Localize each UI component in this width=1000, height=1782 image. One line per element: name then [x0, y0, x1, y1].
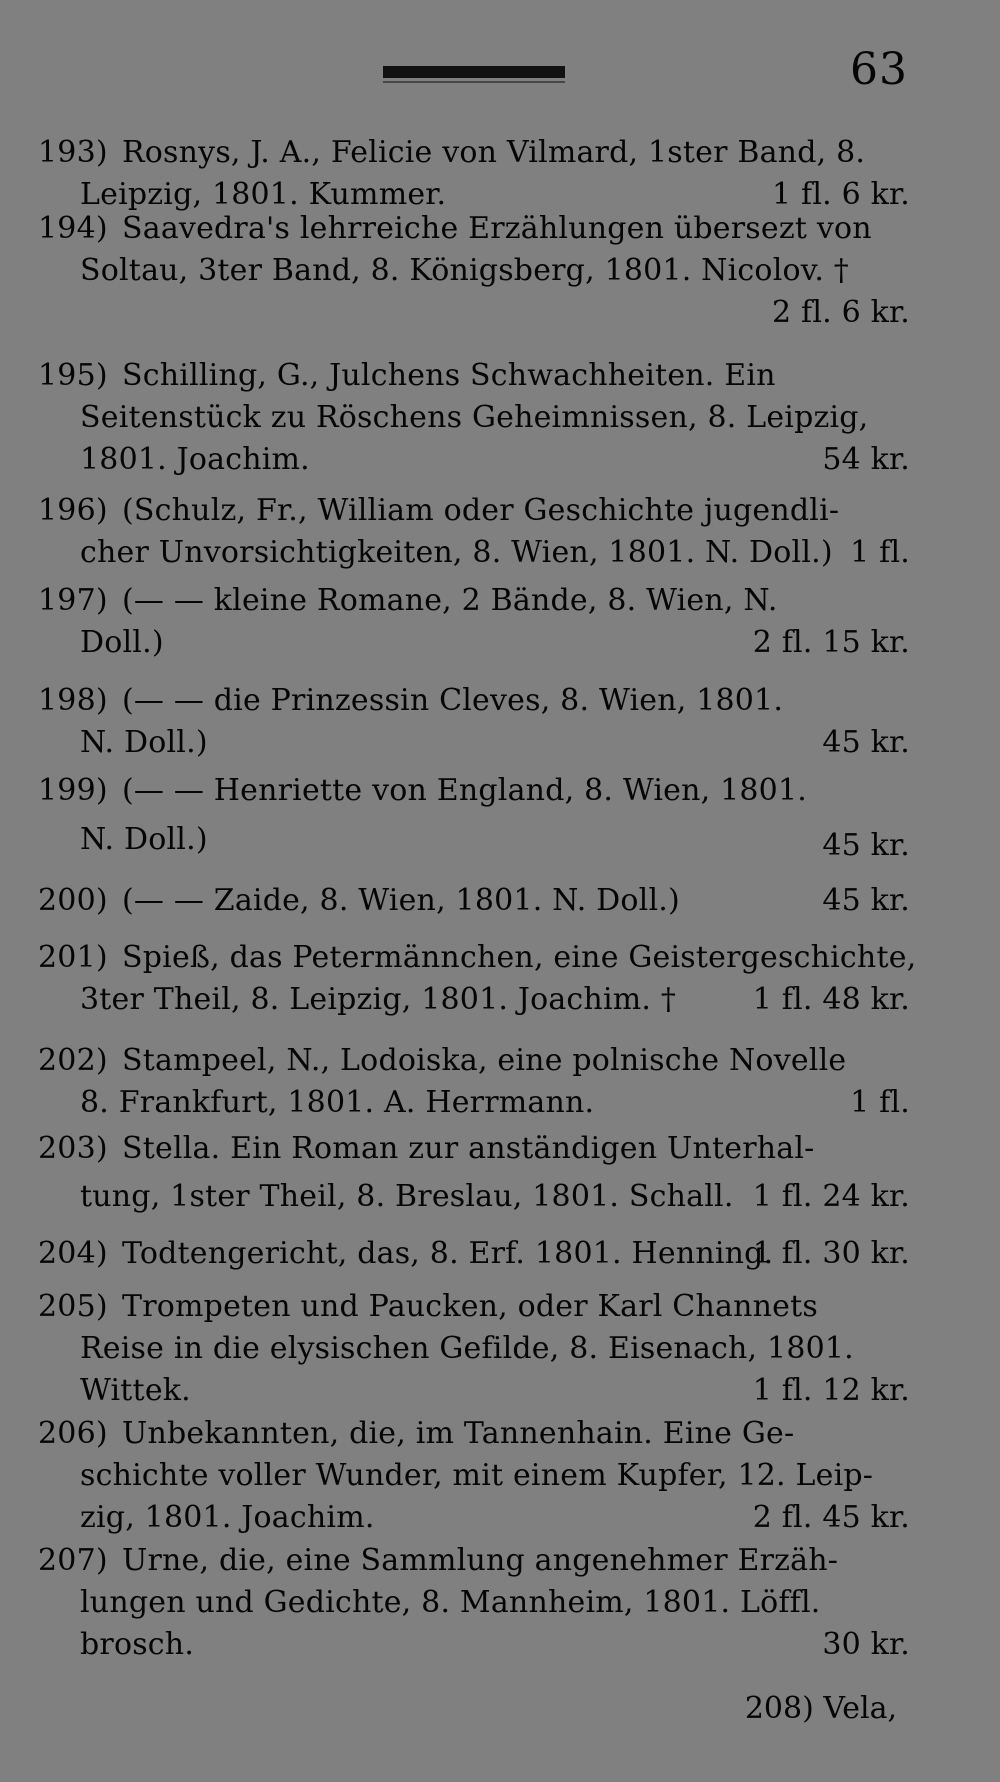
entry-text: schichte voller Wunder, mit einem Kupfer, 12. Leip-: [80, 1458, 874, 1493]
catalog-entry-207: [38, 1540, 910, 1666]
entry-price: 2 fl. 15 kr.: [752, 625, 910, 660]
entry-price: 1 fl.: [850, 1085, 910, 1120]
page-number: 63: [850, 44, 908, 95]
entry-line: [38, 1540, 910, 1582]
entry-price: 2 fl. 45 kr.: [752, 1500, 910, 1535]
catalog-entry-200: [38, 880, 910, 922]
entry-price: 1 fl. 6 kr.: [772, 177, 910, 212]
entry-number: 199): [38, 773, 108, 808]
entry-line: [38, 1040, 910, 1082]
entry-text: (— — Zaide, 8. Wien, 1801. N. Doll.): [122, 883, 680, 918]
entry-number: 194): [38, 211, 108, 246]
entry-line: [38, 1233, 910, 1275]
entry-text: Schilling, G., Julchens Schwachheiten. Ein: [122, 358, 776, 393]
entry-text: 3ter Theil, 8. Leipzig, 1801. Joachim. †: [80, 982, 677, 1017]
entry-text: Spieß, das Petermännchen, eine Geistergeschichte,: [122, 940, 917, 975]
entry-line: [38, 208, 910, 250]
entry-price: 45 kr.: [822, 828, 910, 863]
catalog-entry-197: [38, 580, 910, 664]
entry-number: 203): [38, 1131, 108, 1166]
entry-text: Wittek.: [80, 1373, 191, 1408]
entry-text: tung, 1ster Theil, 8. Breslau, 1801. Schall.: [80, 1179, 734, 1214]
entry-text: (Schulz, Fr., William oder Geschichte jugendli-: [122, 493, 840, 528]
catalog-entry-203: [38, 1128, 910, 1212]
entry-number: 197): [38, 583, 108, 618]
entry-text: Saavedra's lehrreiche Erzählungen übersezt von: [122, 211, 872, 246]
entry-number: 200): [38, 883, 108, 918]
entry-number: 204): [38, 1236, 108, 1271]
entry-price: 30 kr.: [822, 1627, 910, 1662]
catalog-entry-201: [38, 937, 917, 1021]
entry-number: 193): [38, 135, 108, 170]
entry-text: Doll.): [80, 625, 164, 660]
entry-line: [38, 1328, 910, 1370]
entry-number: 205): [38, 1289, 108, 1324]
entry-text: cher Unvorsichtigkeiten, 8. Wien, 1801. N. Doll.): [80, 535, 833, 570]
entry-text: lungen und Gedichte, 8. Mannheim, 1801. Löffl.: [80, 1585, 821, 1620]
entry-text: 1801. Joachim.: [80, 442, 310, 477]
entry-text: Todtengericht, das, 8. Erf. 1801. Henning.: [122, 1236, 774, 1271]
entry-number: 202): [38, 1043, 108, 1078]
entry-line: [38, 880, 910, 922]
entry-line: [38, 1582, 910, 1624]
entry-line: [38, 1286, 910, 1328]
entry-line: [38, 722, 910, 764]
entry-text: Seitenstück zu Röschens Geheimnissen, 8. Leipzig,: [80, 400, 869, 435]
entry-line: [38, 1497, 910, 1539]
entry-text: zig, 1801. Joachim.: [80, 1500, 375, 1535]
entry-line: [38, 439, 910, 481]
entry-number: 195): [38, 358, 108, 393]
entry-number: 206): [38, 1416, 108, 1451]
entry-price: 1 fl. 30 kr.: [752, 1236, 910, 1271]
entry-price: 45 kr.: [822, 883, 910, 918]
entry-text: Stella. Ein Roman zur anständigen Unterhal-: [122, 1131, 815, 1166]
catalog-entry-206: [38, 1413, 910, 1539]
catalog-entry-196: [38, 490, 910, 574]
entry-text: Unbekannten, die, im Tannenhain. Eine Ge-: [122, 1416, 795, 1451]
entry-text: (— — kleine Romane, 2 Bände, 8. Wien, N.: [122, 583, 778, 618]
entry-text: Leipzig, 1801. Kummer.: [80, 177, 447, 212]
entry-price: 1 fl.: [850, 535, 910, 570]
entry-text: (— — Henriette von England, 8. Wien, 1801.: [122, 773, 807, 808]
entry-number: 198): [38, 683, 108, 718]
entry-price: 1 fl. 12 kr.: [752, 1373, 910, 1408]
entry-line: [38, 1413, 910, 1455]
entry-line: [38, 1082, 910, 1124]
entry-line: [38, 1128, 910, 1170]
catchword: 208) Vela,: [744, 1691, 897, 1726]
catalog-entry-198: [38, 680, 910, 764]
entry-line: [38, 1176, 910, 1218]
entry-text: brosch.: [80, 1627, 195, 1662]
entry-price: 1 fl. 48 kr.: [752, 982, 910, 1017]
entry-price: 1 fl. 24 kr.: [752, 1179, 910, 1214]
entry-price: 54 kr.: [822, 442, 910, 477]
entry-text: Rosnys, J. A., Felicie von Vilmard, 1ster Band, 8.: [122, 135, 866, 170]
entry-line: [38, 292, 910, 334]
catalog-entry-193: [38, 132, 910, 216]
entry-text: 8. Frankfurt, 1801. A. Herrmann.: [80, 1085, 595, 1120]
entry-line: [38, 1624, 910, 1666]
entry-line: [38, 397, 910, 439]
entry-text: N. Doll.): [80, 725, 208, 760]
entry-text: Urne, die, eine Sammlung angenehmer Erzäh-: [122, 1543, 839, 1578]
entry-text: Stampeel, N., Lodoiska, eine polnische Novelle: [122, 1043, 847, 1078]
entry-number: 196): [38, 493, 108, 528]
entry-line: [38, 622, 910, 664]
entry-line: [38, 490, 910, 532]
catalog-entry-202: [38, 1040, 910, 1124]
entry-text: Soltau, 3ter Band, 8. Königsberg, 1801. Nicolov. †: [80, 253, 850, 288]
entry-line: [38, 1370, 910, 1412]
entry-text: Reise in die elysischen Gefilde, 8. Eisenach, 1801.: [80, 1331, 854, 1366]
entry-line: [38, 979, 910, 1021]
entry-line: [38, 1455, 910, 1497]
entry-number: 201): [38, 940, 108, 975]
entry-line: [38, 132, 910, 174]
entry-line: [38, 355, 910, 397]
entry-line: [38, 532, 910, 574]
entry-price: 2 fl. 6 kr.: [772, 295, 910, 330]
entry-line: [38, 580, 910, 622]
catalog-entry-195: [38, 355, 910, 481]
entry-text: Trompeten und Paucken, oder Karl Channets: [122, 1289, 818, 1324]
entry-line: [38, 937, 917, 979]
entry-line: [38, 250, 910, 292]
catalog-entry-204: [38, 1233, 910, 1275]
entry-line: [38, 819, 910, 861]
entry-text: N. Doll.): [80, 822, 208, 857]
catalog-entry-199: [38, 770, 910, 863]
entry-price: 45 kr.: [822, 725, 910, 760]
entry-number: 207): [38, 1543, 108, 1578]
catalog-entry-194: [38, 208, 910, 334]
entry-text: (— — die Prinzessin Cleves, 8. Wien, 1801.: [122, 683, 784, 718]
catalog-entry-205: [38, 1286, 910, 1412]
entry-line: [38, 770, 910, 812]
entry-line: [38, 680, 910, 722]
